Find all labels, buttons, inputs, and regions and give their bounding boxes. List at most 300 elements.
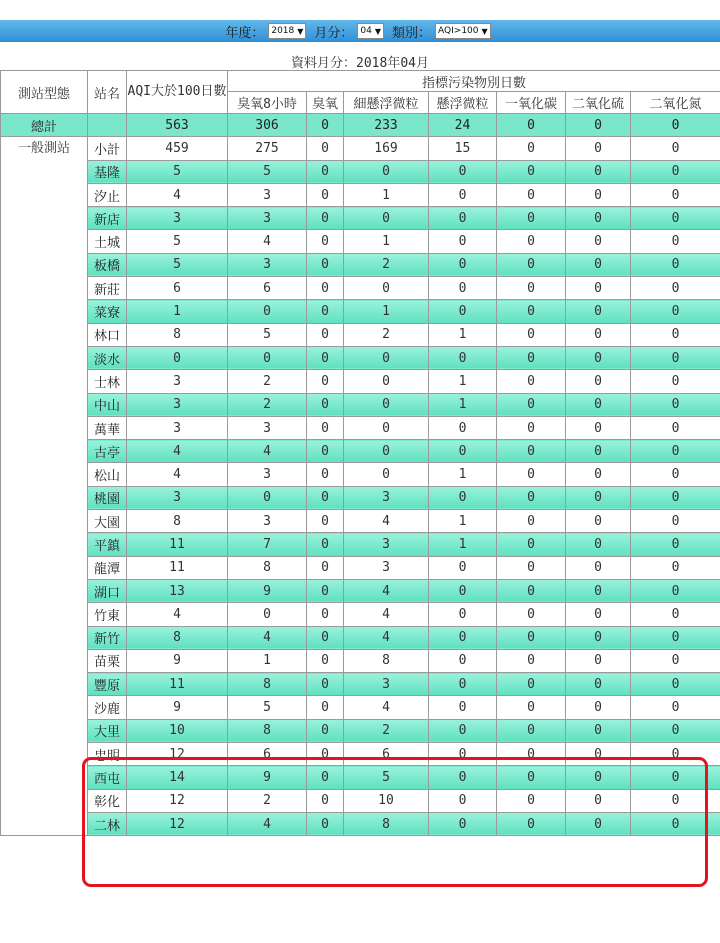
table-row [1,277,720,300]
table-cell: 0 [307,160,344,183]
year-label: 年度： [225,25,265,41]
table-cell: 0 [497,416,566,439]
month-select[interactable] [357,23,384,39]
header-pollutant: 二氧化硫 [566,92,631,114]
table-cell: 0 [566,114,631,137]
table-cell: 0 [566,160,631,183]
table-cell: 3 [228,253,307,276]
table-row [1,510,720,533]
table-cell: 0 [429,183,497,206]
table-cell: 0 [307,183,344,206]
table-row [1,743,720,766]
table-cell: 0 [566,323,631,346]
table-row [1,673,720,696]
header-station-type: 測站型態 [1,71,88,114]
table-cell: 0 [429,160,497,183]
table-cell: 4 [228,812,307,835]
table-row [1,649,720,672]
station-name-cell: 二林 [88,812,127,835]
table-cell: 0 [228,300,307,323]
table-cell: 0 [631,440,720,463]
table-cell: 0 [429,579,497,602]
table-cell: 0 [497,346,566,369]
table-row-total [1,114,720,137]
table-cell: 4 [344,510,429,533]
table-row [1,440,720,463]
table-cell: 0 [307,114,344,137]
table-cell: 0 [497,603,566,626]
table-cell: 8 [344,812,429,835]
table-cell: 0 [497,510,566,533]
chevron-down-icon: ▼ [297,26,304,36]
table-cell: 5 [344,766,429,789]
table-cell: 0 [631,300,720,323]
table-cell: 0 [497,114,566,137]
table-cell: 0 [497,649,566,672]
table-cell: 0 [307,416,344,439]
table-cell: 4 [344,696,429,719]
table-cell: 0 [631,230,720,253]
table-cell: 0 [228,346,307,369]
table-cell: 0 [344,463,429,486]
table-cell: 0 [497,160,566,183]
year-select-value: 2018 [271,26,295,36]
table-cell: 0 [631,137,720,160]
table-cell: 0 [631,673,720,696]
table-cell: 0 [566,277,631,300]
station-name-cell: 苗栗 [88,649,127,672]
table-cell: 8 [127,626,228,649]
table-row [1,812,720,835]
table-cell: 233 [344,114,429,137]
header-pollutant: 細懸浮微粒 [344,92,429,114]
table-cell: 4 [228,230,307,253]
chevron-down-icon: ▼ [374,26,382,36]
table-cell: 0 [497,533,566,556]
table-cell: 9 [228,579,307,602]
table-cell: 1 [429,463,497,486]
table-cell: 0 [429,649,497,672]
table-cell: 0 [429,603,497,626]
table-cell: 11 [127,556,228,579]
table-row [1,416,720,439]
table-cell: 12 [127,812,228,835]
table-row [1,346,720,369]
table-cell: 0 [429,719,497,742]
station-name-cell: 龍潭 [88,556,127,579]
table-cell: 0 [631,743,720,766]
table-cell: 0 [497,486,566,509]
table-row [1,160,720,183]
table-cell: 24 [429,114,497,137]
table-cell: 0 [497,370,566,393]
header-pollutant: 臭氧8小時 [228,92,307,114]
table-cell: 0 [429,556,497,579]
table-cell: 0 [344,277,429,300]
data-month-title: 資料月分：2018年04月 [291,56,429,71]
table-cell: 0 [307,346,344,369]
table-cell: 169 [344,137,429,160]
table-cell: 3 [344,533,429,556]
filter-bar [0,20,720,42]
table-cell: 0 [307,300,344,323]
table-cell: 0 [566,346,631,369]
station-name-cell: 基隆 [88,160,127,183]
table-cell: 2 [228,370,307,393]
table-cell: 0 [566,393,631,416]
station-name-cell: 竹東 [88,603,127,626]
table-cell: 275 [228,137,307,160]
table-cell: 3 [127,486,228,509]
table-cell: 0 [631,626,720,649]
table-cell: 6 [228,743,307,766]
table-cell: 2 [228,393,307,416]
table-cell: 0 [228,603,307,626]
table-cell: 0 [344,207,429,230]
table-cell: 0 [566,556,631,579]
table-cell: 0 [307,370,344,393]
table-cell: 0 [631,463,720,486]
table-cell: 0 [307,579,344,602]
table-cell: 0 [566,183,631,206]
table-cell: 0 [307,440,344,463]
table-cell: 0 [566,719,631,742]
table-cell: 0 [497,556,566,579]
table-cell: 3 [127,207,228,230]
table-cell: 0 [307,743,344,766]
table-cell: 0 [631,556,720,579]
table-cell: 0 [429,416,497,439]
table-cell: 0 [497,626,566,649]
table-cell: 2 [344,323,429,346]
table-cell: 3 [344,556,429,579]
table-cell: 5 [228,696,307,719]
table-cell: 3 [127,393,228,416]
table-cell: 3 [228,510,307,533]
table-cell: 0 [631,323,720,346]
table-cell: 8 [228,673,307,696]
table-cell: 0 [631,579,720,602]
table-cell: 1 [228,649,307,672]
table-cell: 0 [631,510,720,533]
station-name-cell: 新店 [88,207,127,230]
table-cell: 0 [631,370,720,393]
table-cell: 0 [566,789,631,812]
table-cell: 1 [429,510,497,533]
table-cell: 0 [566,440,631,463]
station-name-cell: 沙鹿 [88,696,127,719]
table-cell: 0 [307,766,344,789]
table-cell: 0 [497,812,566,835]
table-cell: 0 [127,346,228,369]
table-cell: 0 [631,789,720,812]
table-row [1,789,720,812]
table-cell: 13 [127,579,228,602]
table-cell: 6 [127,277,228,300]
table-cell: 0 [307,463,344,486]
station-name-cell: 板橋 [88,253,127,276]
table-cell: 0 [429,812,497,835]
table-row [1,486,720,509]
category-select[interactable] [435,23,491,39]
table-cell: 0 [497,440,566,463]
table-cell: 0 [497,323,566,346]
table-cell: 0 [307,277,344,300]
table-cell: 0 [497,393,566,416]
table-cell: 0 [429,696,497,719]
table-row [1,696,720,719]
table-cell: 0 [307,812,344,835]
station-name-cell: 菜寮 [88,300,127,323]
station-name-cell: 林口 [88,323,127,346]
table-cell: 7 [228,533,307,556]
table-cell: 0 [307,626,344,649]
table-cell: 0 [566,533,631,556]
table-cell: 0 [631,393,720,416]
station-name-cell: 萬華 [88,416,127,439]
station-name-cell: 松山 [88,463,127,486]
station-name-cell: 土城 [88,230,127,253]
table-cell: 6 [228,277,307,300]
table-cell: 14 [127,766,228,789]
table-row [1,253,720,276]
table-cell: 1 [344,230,429,253]
table-cell: 0 [307,533,344,556]
station-name-cell: 淡水 [88,346,127,369]
station-name-cell: 新竹 [88,626,127,649]
table-cell: 0 [497,137,566,160]
table-row [1,183,720,206]
table-cell: 0 [631,183,720,206]
table-cell: 0 [429,743,497,766]
table-row [1,230,720,253]
table-cell: 6 [344,743,429,766]
table-cell: 3 [344,486,429,509]
table-row [1,323,720,346]
table-cell: 5 [127,253,228,276]
table-cell: 0 [497,743,566,766]
table-cell: 0 [497,183,566,206]
table-cell: 563 [127,114,228,137]
table-cell: 9 [127,649,228,672]
table-cell: 3 [127,416,228,439]
table-row [1,137,720,160]
table-cell: 1 [429,370,497,393]
table-cell: 0 [566,137,631,160]
table-cell: 0 [631,114,720,137]
station-name-cell: 中山 [88,393,127,416]
table-cell: 0 [307,486,344,509]
table-cell: 1 [344,183,429,206]
table-cell: 0 [307,207,344,230]
table-cell: 5 [228,323,307,346]
month-select-value: 04 [360,26,372,36]
table-row [1,626,720,649]
table-cell: 8 [228,719,307,742]
table-cell: 4 [344,579,429,602]
table-cell: 0 [307,649,344,672]
table-cell: 0 [566,253,631,276]
table-cell: 3 [228,183,307,206]
table-cell: 3 [228,463,307,486]
table-cell: 4 [127,183,228,206]
table-cell: 0 [566,230,631,253]
table-row [1,533,720,556]
table-cell: 4 [344,603,429,626]
table-cell: 0 [566,300,631,323]
table-cell: 0 [566,649,631,672]
station-name-cell: 豐原 [88,673,127,696]
table-cell: 0 [497,207,566,230]
table-cell: 3 [344,673,429,696]
table-cell: 2 [344,719,429,742]
year-select[interactable] [268,23,306,39]
table-cell: 0 [566,626,631,649]
station-name-cell: 士林 [88,370,127,393]
table-cell: 0 [497,579,566,602]
header-pollutant-group: 指標污染物別日數 [228,71,720,92]
table-cell: 0 [631,416,720,439]
table-cell: 0 [566,766,631,789]
table-cell: 3 [127,370,228,393]
table-cell: 0 [566,603,631,626]
table-cell: 1 [429,323,497,346]
table-cell: 0 [429,789,497,812]
table-cell: 5 [127,230,228,253]
table-row [1,766,720,789]
category-label: 類別： [392,25,432,41]
table-cell: 5 [127,160,228,183]
station-name-cell: 大園 [88,510,127,533]
table-cell: 0 [307,253,344,276]
table-cell: 0 [344,160,429,183]
table-cell: 4 [228,626,307,649]
table-cell: 1 [429,533,497,556]
table-cell: 0 [344,346,429,369]
station-name-cell: 桃園 [88,486,127,509]
station-name-cell: 小計 [88,137,127,160]
table-row [1,556,720,579]
table-cell: 0 [631,486,720,509]
table-cell: 0 [429,277,497,300]
table-cell: 0 [631,207,720,230]
header-pollutant: 懸浮微粒 [429,92,497,114]
station-name-cell: 古亭 [88,440,127,463]
table-cell: 0 [307,789,344,812]
header-pollutant: 二氧化氮 [631,92,720,114]
aqi-table [0,70,720,836]
table-cell: 0 [631,277,720,300]
table-row [1,393,720,416]
table-cell: 1 [429,393,497,416]
table-row [1,463,720,486]
header-aqi-days: AQI大於100日數 [127,71,228,114]
table-cell: 3 [228,207,307,230]
total-label: 總計 [1,114,88,137]
category-select-value: AQI>100 [438,26,479,36]
table-cell: 0 [566,510,631,533]
table-cell: 4 [127,463,228,486]
table-cell: 0 [631,812,720,835]
table-cell: 8 [344,649,429,672]
table-cell: 0 [429,486,497,509]
table-cell: 10 [127,719,228,742]
table-cell: 0 [307,673,344,696]
table-cell: 4 [344,626,429,649]
table-cell: 0 [307,510,344,533]
station-name-cell: 西屯 [88,766,127,789]
header-pollutant: 臭氧 [307,92,344,114]
table-cell: 1 [344,300,429,323]
table-cell: 0 [429,673,497,696]
table-cell: 0 [566,486,631,509]
table-cell: 306 [228,114,307,137]
table-cell: 0 [497,673,566,696]
table-cell: 5 [228,160,307,183]
table-cell: 0 [429,253,497,276]
table-cell: 459 [127,137,228,160]
total-name-cell [88,114,127,137]
table-cell: 3 [228,416,307,439]
table-cell: 0 [307,323,344,346]
chevron-down-icon: ▼ [481,26,488,36]
table-cell: 0 [631,719,720,742]
table-cell: 0 [566,673,631,696]
table-cell: 0 [497,253,566,276]
table-cell: 0 [344,440,429,463]
table-cell: 0 [344,416,429,439]
station-name-cell: 忠明 [88,743,127,766]
table-cell: 15 [429,137,497,160]
table-cell: 0 [497,719,566,742]
table-cell: 0 [631,603,720,626]
table-cell: 0 [497,463,566,486]
table-cell: 8 [228,556,307,579]
table-cell: 12 [127,789,228,812]
table-cell: 0 [307,137,344,160]
station-type-cell: 一般測站 [1,137,88,836]
table-cell: 0 [497,789,566,812]
table-cell: 0 [497,230,566,253]
table-cell: 0 [631,696,720,719]
table-cell: 0 [307,696,344,719]
table-cell: 0 [307,556,344,579]
table-cell: 0 [429,766,497,789]
table-cell: 4 [228,440,307,463]
station-name-cell: 湖口 [88,579,127,602]
table-cell: 0 [566,463,631,486]
table-cell: 0 [228,486,307,509]
table-cell: 0 [566,207,631,230]
station-name-cell: 大里 [88,719,127,742]
table-cell: 0 [344,393,429,416]
table-cell: 12 [127,743,228,766]
table-row [1,719,720,742]
station-name-cell: 新莊 [88,277,127,300]
table-cell: 0 [429,300,497,323]
station-name-cell: 汐止 [88,183,127,206]
table-cell: 9 [127,696,228,719]
table-cell: 0 [631,346,720,369]
table-cell: 10 [344,789,429,812]
table-cell: 0 [344,370,429,393]
table-cell: 0 [429,626,497,649]
table-cell: 2 [228,789,307,812]
table-cell: 0 [497,766,566,789]
table-cell: 0 [429,230,497,253]
table-cell: 0 [307,393,344,416]
station-name-cell: 平鎮 [88,533,127,556]
